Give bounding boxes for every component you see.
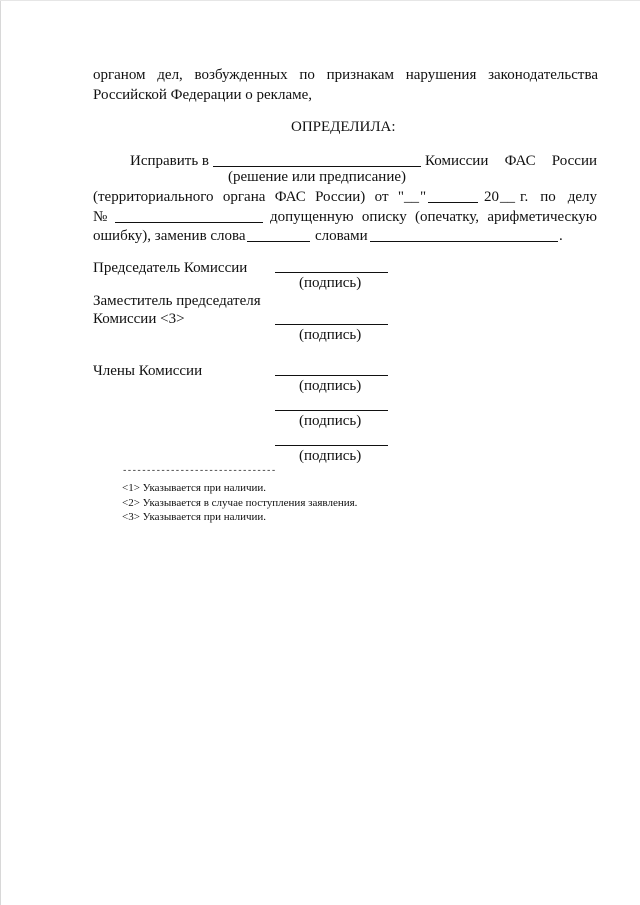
case-label: г. по делу [520, 189, 597, 205]
year-prefix: 20 [484, 189, 499, 205]
deputy-signature-line[interactable] [275, 324, 388, 325]
footnote-separator: -------------------------------- [122, 466, 276, 476]
new-words-blank[interactable] [370, 241, 558, 242]
fix-prefix: Исправить в [130, 153, 210, 169]
members-label: Члены Комиссии [93, 363, 203, 379]
footnote-2: <2> Указывается в случае поступления заявления. [122, 497, 358, 509]
commission-name: Комиссии ФАС России [425, 153, 597, 169]
intro-line-2: Российской Федерации о рекламе, [93, 87, 313, 103]
scan-edge-top [0, 0, 640, 1]
deputy-signature-caption: (подпись) [299, 327, 362, 343]
page-heading: ОПРЕДЕЛИЛА: [291, 119, 396, 135]
scan-edge-left [0, 0, 1, 905]
member-2-signature-caption: (подпись) [299, 413, 362, 429]
member-1-signature-line[interactable] [275, 375, 388, 376]
error-words-label: ошибку), заменив слова [93, 228, 246, 244]
decision-hint: (решение или предписание) [228, 169, 406, 185]
case-number-blank[interactable] [115, 222, 263, 223]
day-blank[interactable]: __ [404, 189, 419, 205]
month-blank[interactable] [428, 202, 478, 203]
chairman-signature-line[interactable] [275, 272, 388, 273]
day-quote-close: " [420, 189, 427, 205]
deputy-label-line-2: Комиссии <3> [93, 311, 185, 327]
old-words-blank[interactable] [247, 241, 310, 242]
member-3-signature-caption: (подпись) [299, 448, 362, 464]
year-blank[interactable]: __ [500, 189, 515, 205]
typo-text: допущенную описку (опечатку, арифметическую [270, 209, 597, 225]
words-label: словами [315, 228, 368, 244]
member-3-signature-line[interactable] [275, 445, 388, 446]
number-sign: № [93, 209, 108, 225]
document-blank[interactable] [213, 166, 421, 167]
deputy-label-line-1: Заместитель председателя [93, 293, 261, 309]
footnote-1: <1> Указывается при наличии. [122, 482, 267, 494]
chairman-signature-caption: (подпись) [299, 275, 362, 291]
member-1-signature-caption: (подпись) [299, 378, 362, 394]
member-2-signature-line[interactable] [275, 410, 388, 411]
chairman-label: Председатель Комиссии [93, 260, 248, 276]
intro-line-1: органом дел, возбужденных по признакам нарушения законодательства [93, 67, 598, 83]
territorial-label: (территориального органа ФАС России) от " [93, 189, 404, 205]
end-period: . [559, 228, 563, 244]
footnote-3: <3> Указывается при наличии. [122, 511, 267, 523]
